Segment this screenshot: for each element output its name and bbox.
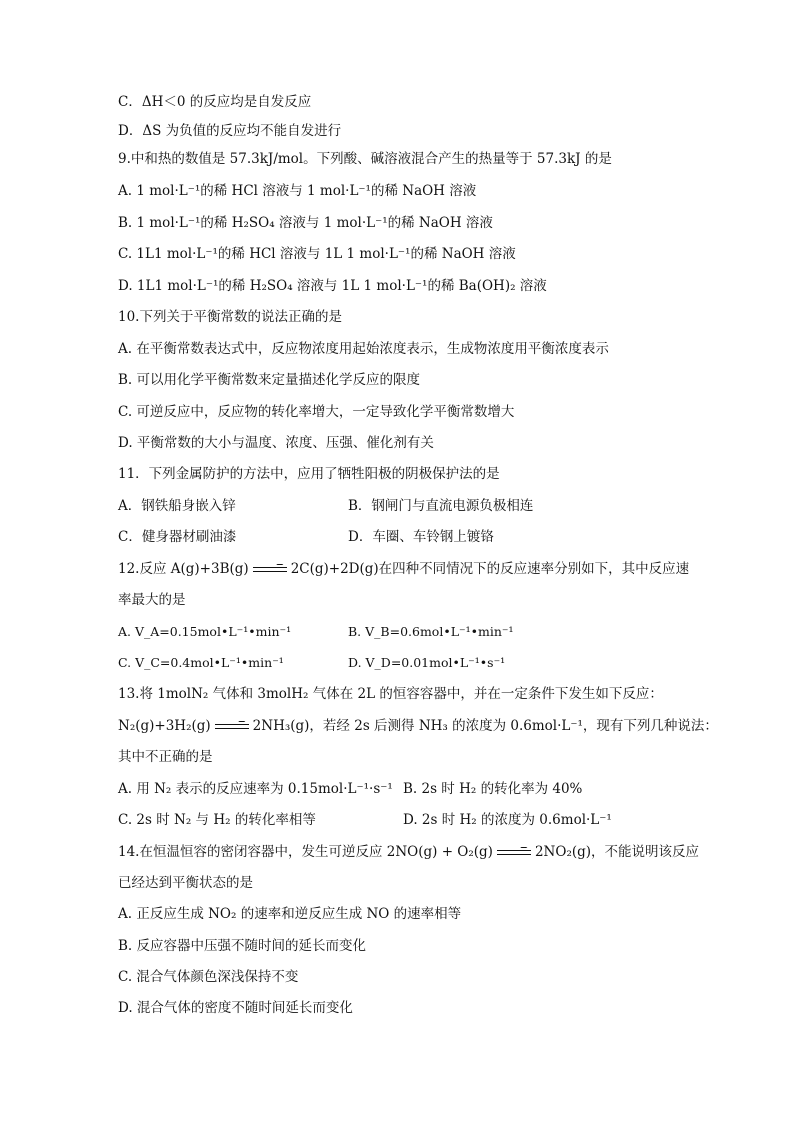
q14-option-a: A. 正反应生成 NO₂ 的速率和逆反应生成 NO 的速率相等 — [118, 906, 462, 922]
q9-option-c: C. 1L1 mol·L⁻¹的稀 HCl 溶液与 1L 1 mol·L⁻¹的稀 NaOH 溶液 — [118, 246, 516, 262]
q12-option-c: C. V_C=0.4mol•L⁻¹•min⁻¹ — [118, 655, 284, 670]
q10-option-a: A. 在平衡常数表达式中，反应物浓度用起始浓度表示，生成物浓度用平衡浓度表示 — [118, 341, 609, 357]
q12-option-a: A. V_A=0.15mol•L⁻¹•min⁻¹ — [118, 624, 292, 639]
q9-option-a: A. 1 mol·L⁻¹的稀 HCl 溶液与 1 mol·L⁻¹的稀 NaOH 溶液 — [118, 183, 477, 199]
q12-stem-line2: 率最大的是 — [118, 592, 186, 608]
q13-option-a: A. 用 N₂ 表示的反应速率为 0.15mol·L⁻¹·s⁻¹ — [118, 781, 393, 797]
q13-stem-part-a: N₂(g)+3H₂(g) — [118, 718, 211, 734]
q13-option-d: D. 2s 时 H₂ 的浓度为 0.6mol·L⁻¹ — [403, 812, 612, 828]
q11-option-d: D．车圈、车铃钢上镀铬 — [348, 529, 494, 545]
equilibrium-arrow-icon — [253, 566, 287, 574]
q11-option-b: B．钢闸门与直流电源负极相连 — [348, 498, 534, 514]
equilibrium-arrow-icon — [497, 849, 531, 857]
q13-option-c: C. 2s 时 N₂ 与 H₂ 的转化率相等 — [118, 812, 316, 828]
q11-option-c: C．健身器材刷油漆 — [118, 529, 237, 545]
q10-option-b: B. 可以用化学平衡常数来定量描述化学反应的限度 — [118, 372, 421, 388]
q11-stem: 11．下列金属防护的方法中，应用了牺牲阳极的阴极保护法的是 — [118, 466, 500, 482]
equilibrium-arrow-icon — [215, 723, 249, 731]
q14-option-b: B. 反应容器中压强不随时间的延长而变化 — [118, 938, 367, 954]
q11-option-a: A．钢铁船身嵌入锌 — [118, 498, 236, 514]
q14-stem — [118, 842, 699, 862]
q10-stem: 10.下列关于平衡常数的说法正确的是 — [118, 309, 342, 325]
q13-option-b: B. 2s 时 H₂ 的转化率为 40% — [403, 781, 583, 797]
q13-stem-line3: 其中不正确的是 — [118, 749, 213, 765]
q14-stem-part-a: 14.在恒温恒容的密闭容器中，发生可逆反应 2NO(g) + O₂(g) — [118, 844, 493, 860]
q14-stem-part-b: 2NO₂(g)，不能说明该反应 — [534, 844, 700, 860]
q12-stem — [118, 559, 689, 579]
q14-stem-line2: 已经达到平衡状态的是 — [118, 875, 253, 891]
q12-stem-part-a: 12.反应 A(g)+3B(g) — [118, 561, 249, 577]
q14-option-d: D. 混合气体的密度不随时间延长而变化 — [118, 1000, 353, 1016]
q10-option-d: D. 平衡常数的大小与温度、浓度、压强、催化剂有关 — [118, 435, 434, 451]
q12-option-b: B. V_B=0.6mol•L⁻¹•min⁻¹ — [348, 624, 514, 639]
q9-option-d: D. 1L1 mol·L⁻¹的稀 H₂SO₄ 溶液与 1L 1 mol·L⁻¹的稀 Ba(OH)₂ 溶液 — [118, 278, 547, 294]
q12-option-d: D. V_D=0.01mol•L⁻¹•s⁻¹ — [348, 655, 506, 670]
q10-option-c: C. 可逆反应中，反应物的转化率增大，一定导致化学平衡常数增大 — [118, 404, 515, 420]
q14-option-c: C. 混合气体颜色深浅保持不变 — [118, 969, 299, 985]
q9-option-b: B. 1 mol·L⁻¹的稀 H₂SO₄ 溶液与 1 mol·L⁻¹的稀 NaOH 溶液 — [118, 215, 493, 231]
q9-stem: 9.中和热的数值是 57.3kJ/mol。下列酸、碱溶液混合产生的热量等于 57.3kJ 的是 — [118, 151, 612, 167]
q13-stem-part-b: 2NH₃(g)，若经 2s 后测得 NH₃ 的浓度为 0.6mol·L⁻¹，现有下列几种说法： — [252, 718, 718, 734]
q13-stem-line2 — [118, 716, 718, 736]
q8-option-d: D．ΔS 为负值的反应均不能自发进行 — [118, 123, 342, 139]
q13-stem: 13.将 1molN₂ 气体和 3molH₂ 气体在 2L 的恒容容器中，并在一定条件下发生如下反应： — [118, 686, 663, 702]
q8-option-c: C．ΔH＜0 的反应均是自发反应 — [118, 94, 312, 110]
q12-stem-part-b: 2C(g)+2D(g)在四种不同情况下的反应速率分别如下，其中反应速 — [290, 561, 690, 577]
